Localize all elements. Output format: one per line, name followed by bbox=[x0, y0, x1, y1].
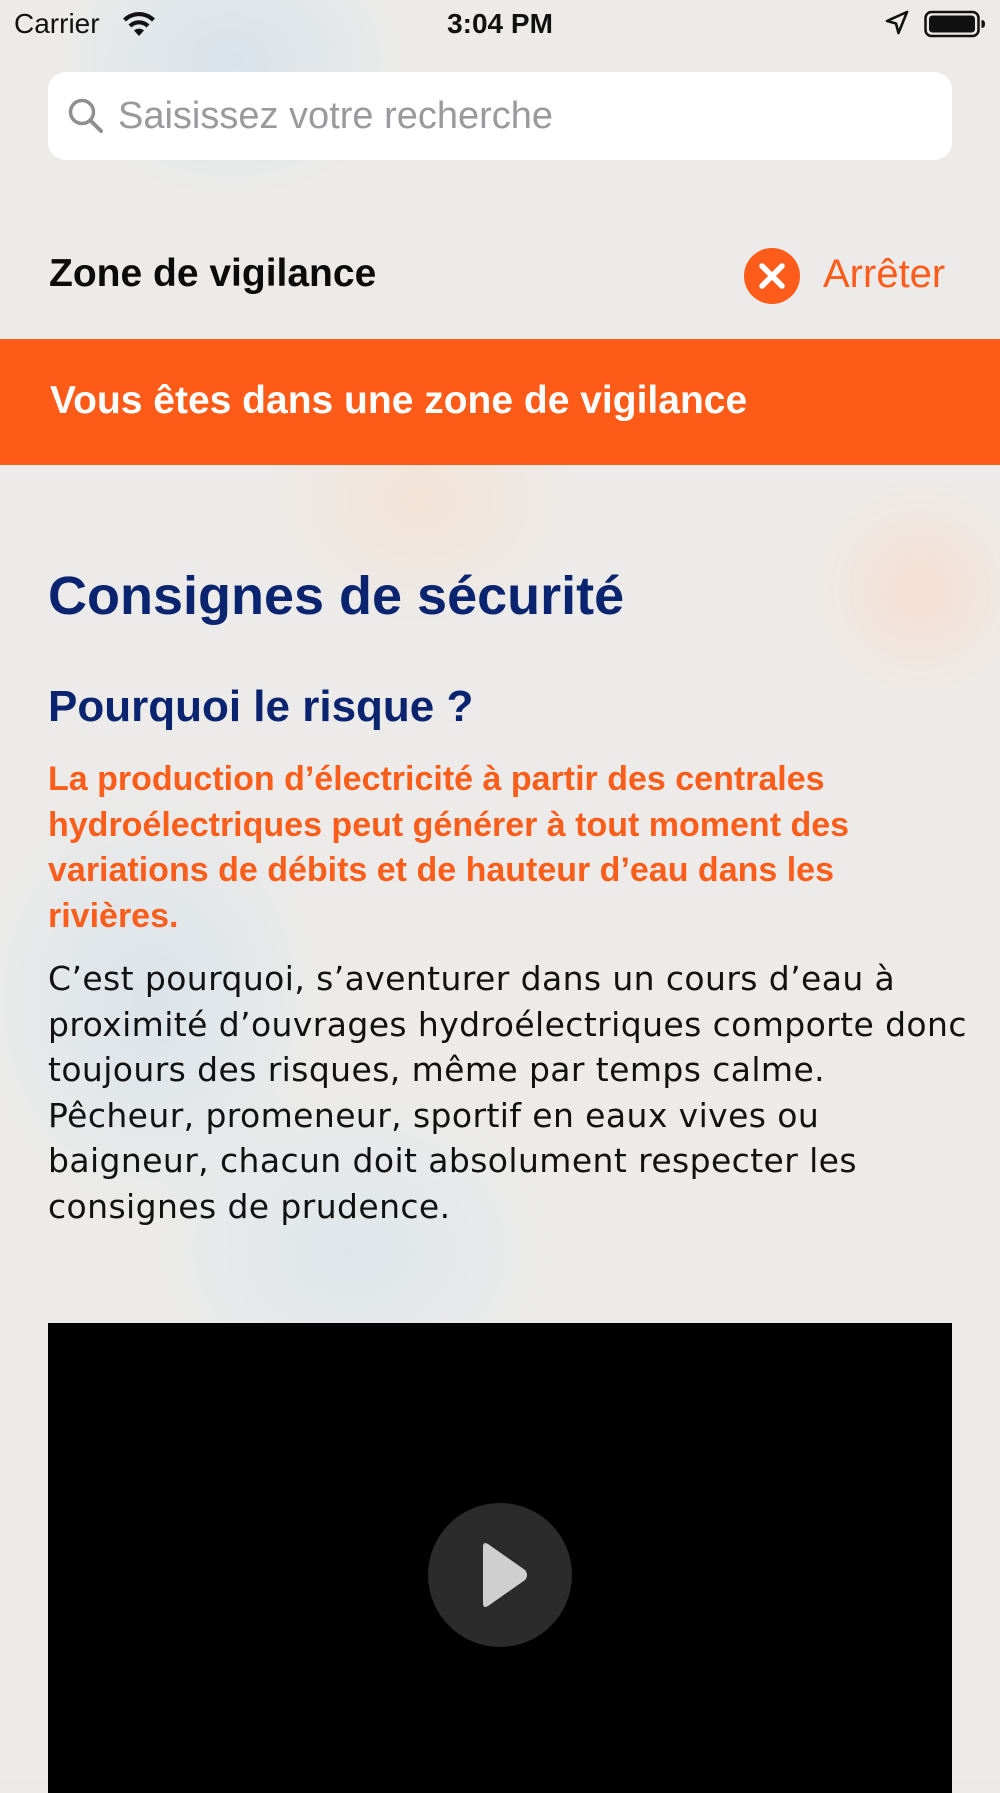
zone-title: Zone de vigilance bbox=[49, 252, 377, 295]
battery-icon bbox=[924, 10, 986, 38]
stop-button[interactable] bbox=[744, 246, 954, 304]
page-title: Consignes de sécurité bbox=[48, 566, 625, 626]
video-player[interactable] bbox=[48, 1323, 952, 1793]
location-arrow-icon bbox=[884, 10, 910, 36]
body-paragraph-1: C’est pourquoi, s’aventurer dans un cours d’eau à proximité d’ouvrages hydroélectriques comporte donc toujours des risques, même par temps calme. bbox=[48, 959, 967, 1089]
status-bar bbox=[0, 0, 1000, 50]
carrier-label: Carrier bbox=[14, 8, 100, 39]
search-icon bbox=[66, 96, 106, 136]
vigilance-banner-text: Vous êtes dans une zone de vigilance bbox=[50, 379, 748, 422]
status-time: 3:04 PM bbox=[447, 8, 553, 39]
search-input[interactable] bbox=[118, 72, 918, 160]
search-bar[interactable] bbox=[48, 72, 952, 160]
play-button[interactable] bbox=[428, 1503, 572, 1647]
body-text bbox=[48, 956, 968, 1229]
close-icon bbox=[744, 248, 800, 304]
body-paragraph-2: Pêcheur, promeneur, sportif en eaux vives ou baigneur, chacun doit absolument respecter les consignes de prudence. bbox=[48, 1095, 857, 1226]
highlight-text: La production d’électricité à partir des centrales hydroélectriques peut générer à tout moment des variations de débits et de hauteur d’eau dans les rivières. bbox=[48, 760, 850, 935]
play-icon bbox=[428, 1503, 572, 1647]
vigilance-banner bbox=[0, 339, 1000, 465]
stop-button-label: Arrêter bbox=[823, 252, 946, 296]
section-subtitle: Pourquoi le risque ? bbox=[48, 682, 474, 731]
